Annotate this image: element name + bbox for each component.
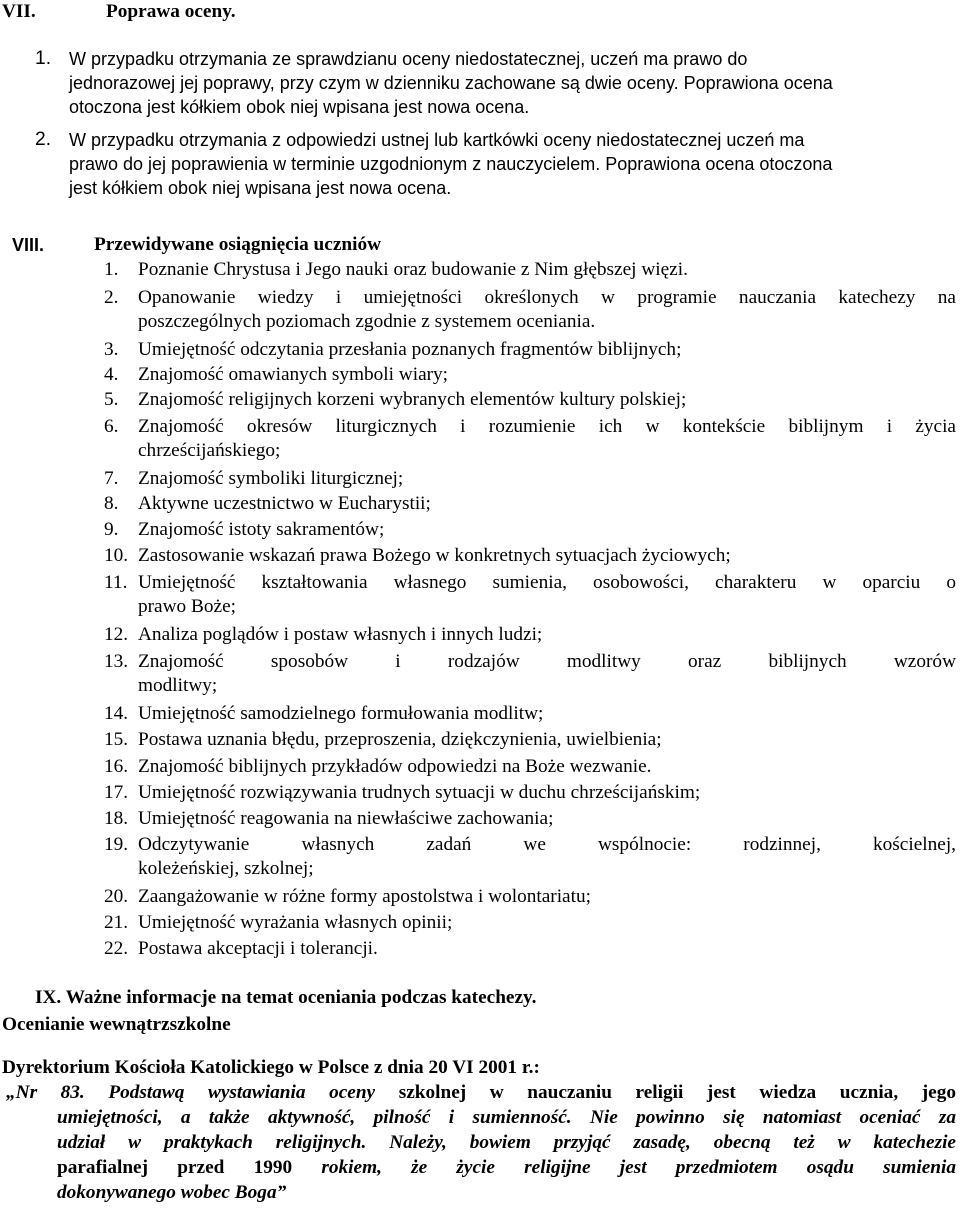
- achievement-10-number: 10.: [104, 545, 129, 566]
- quote-line-2: umiejętności, a także aktywność, pilność i sumienność. Nie powinno się natomiast oceniać za: [57, 1107, 956, 1128]
- section-7-number: VII.: [2, 1, 36, 22]
- achievement-9-number: 9.: [104, 519, 119, 540]
- s7-item-1-line-1: W przypadku otrzymania ze sprawdzianu oceny niedostatecznej, uczeń ma prawo do: [69, 49, 748, 69]
- achievement-11-line-1: Umiejętność kształtowania własnego sumienia, osobowości, charakteru w oparciu o: [138, 572, 956, 593]
- achievement-20-number: 20.: [104, 886, 129, 907]
- achievement-8-line-1: Aktywne uczestnictwo w Eucharystii;: [138, 493, 431, 514]
- achievement-21-line-1: Umiejętność wyrażania własnych opinii;: [138, 912, 453, 933]
- achievement-22-number: 22.: [104, 938, 129, 959]
- achievement-13-line-1: Znajomość sposobów i rodzajów modlitwy oraz biblijnych wzorów: [138, 651, 956, 672]
- achievement-16-number: 16.: [104, 756, 129, 777]
- achievement-21-number: 21.: [104, 912, 129, 933]
- achievement-6-number: 6.: [104, 416, 119, 437]
- achievement-2-line-1: Opanowanie wiedzy i umiejętności określonych w programie nauczania katechezy na: [138, 287, 956, 308]
- achievement-11-number: 11.: [104, 572, 128, 593]
- achievement-15-number: 15.: [104, 729, 129, 750]
- achievement-14-number: 14.: [104, 703, 129, 724]
- achievement-1-line-1: Poznanie Chrystusa i Jego nauki oraz budowanie z Nim głębszej więzi.: [138, 259, 688, 280]
- quote-line-5: dokonywanego wobec Boga”: [57, 1182, 287, 1203]
- section-7-title: Poprawa oceny.: [106, 1, 236, 22]
- achievement-3-number: 3.: [104, 339, 119, 360]
- achievement-6-line-1: Znajomość okresów liturgicznych i rozumienie ich w kontekście biblijnym i życia: [138, 416, 956, 437]
- achievement-13-line-2: modlitwy;: [138, 675, 218, 696]
- achievement-19-line-2: koleżeńskiej, szkolnej;: [138, 858, 314, 879]
- achievement-19-line-1: Odczytywanie własnych zadań we wspólnocie: rodzinnej, kościelnej,: [138, 834, 956, 855]
- achievement-7-number: 7.: [104, 468, 119, 489]
- achievement-19-number: 19.: [104, 834, 129, 855]
- achievement-15-line-1: Postawa uznania błędu, przeproszenia, dziękczynienia, uwielbienia;: [138, 729, 662, 750]
- quote-line-4: parafialnej przed 1990 rokiem, że życie religijne jest przedmiotem osądu sumienia: [57, 1157, 956, 1178]
- section-8-title: Przewidywane osiągnięcia uczniów: [94, 234, 382, 255]
- achievement-20-line-1: Zaangażowanie w różne formy apostolstwa i wolontariatu;: [138, 886, 591, 907]
- s7-item-1-line-2: jednorazowej jej poprawy, przy czym w dzienniku zachowane są dwie oceny. Poprawiona ocena: [69, 73, 833, 93]
- section-8-number: VIII.: [12, 235, 45, 255]
- achievement-9-line-1: Znajomość istoty sakramentów;: [138, 519, 385, 540]
- s7-item-1-line-3: otoczona jest kółkiem obok niej wpisana jest nowa ocena.: [69, 97, 530, 117]
- directory-source: Dyrektorium Kościoła Katolickiego w Polsce z dnia 20 VI 2001 r.:: [2, 1057, 540, 1078]
- achievement-4-line-1: Znajomość omawianych symboli wiary;: [138, 364, 449, 385]
- achievement-5-number: 5.: [104, 389, 119, 410]
- s7-item-2-line-1: W przypadku otrzymania z odpowiedzi ustnej lub kartkówki oceny niedostatecznej uczeń ma: [69, 130, 805, 150]
- section-9-heading: IX. Ważne informacje na temat oceniania podczas katechezy.: [35, 987, 537, 1008]
- achievement-8-number: 8.: [104, 493, 119, 514]
- achievement-2-line-2: poszczególnych poziomach zgodnie z systemem oceniania.: [138, 311, 596, 332]
- achievement-17-number: 17.: [104, 782, 129, 803]
- quote-line-3: udział w praktykach religijnych. Należy, bowiem przyjąć zasadę, obecną też w katechezie: [57, 1132, 956, 1153]
- achievement-22-line-1: Postawa akceptacji i tolerancji.: [138, 938, 378, 959]
- s7-item-2-number: 2.: [35, 129, 52, 150]
- achievement-13-number: 13.: [104, 651, 129, 672]
- achievement-5-line-1: Znajomość religijnych korzeni wybranych elementów kultury polskiej;: [138, 389, 687, 410]
- achievement-12-number: 12.: [104, 624, 129, 645]
- s7-item-1-number: 1.: [35, 48, 52, 69]
- achievement-12-line-1: Analiza poglądów i postaw własnych i innych ludzi;: [138, 624, 543, 645]
- achievement-18-line-1: Umiejętność reagowania na niewłaściwe zachowania;: [138, 808, 554, 829]
- achievement-14-line-1: Umiejętność samodzielnego formułowania modlitw;: [138, 703, 544, 724]
- achievement-11-line-2: prawo Boże;: [138, 596, 236, 617]
- achievement-18-number: 18.: [104, 808, 129, 829]
- achievement-1-number: 1.: [104, 259, 119, 280]
- s7-item-2-line-3: jest kółkiem obok niej wpisana jest nowa ocena.: [69, 178, 452, 198]
- quote-line-1: „Nr 83. Podstawą wystawiania oceny szkolnej w nauczaniu religii jest wiedza ucznia, jego: [6, 1082, 956, 1103]
- achievement-4-number: 4.: [104, 364, 119, 385]
- achievement-17-line-1: Umiejętność rozwiązywania trudnych sytuacji w duchu chrześcijańskim;: [138, 782, 701, 803]
- achievement-2-number: 2.: [104, 287, 119, 308]
- section-9-subheading: Ocenianie wewnątrzszkolne: [2, 1014, 231, 1035]
- achievement-6-line-2: chrześcijańskiego;: [138, 440, 281, 461]
- achievement-3-line-1: Umiejętność odczytania przesłania poznanych fragmentów biblijnych;: [138, 339, 682, 360]
- achievement-7-line-1: Znajomość symboliki liturgicznej;: [138, 468, 404, 489]
- achievement-16-line-1: Znajomość biblijnych przykładów odpowiedzi na Boże wezwanie.: [138, 756, 652, 777]
- s7-item-2-line-2: prawo do jej poprawienia w terminie uzgodnionym z nauczycielem. Poprawiona ocena otoczona: [69, 154, 833, 174]
- achievement-10-line-1: Zastosowanie wskazań prawa Bożego w konkretnych sytuacjach życiowych;: [138, 545, 731, 566]
